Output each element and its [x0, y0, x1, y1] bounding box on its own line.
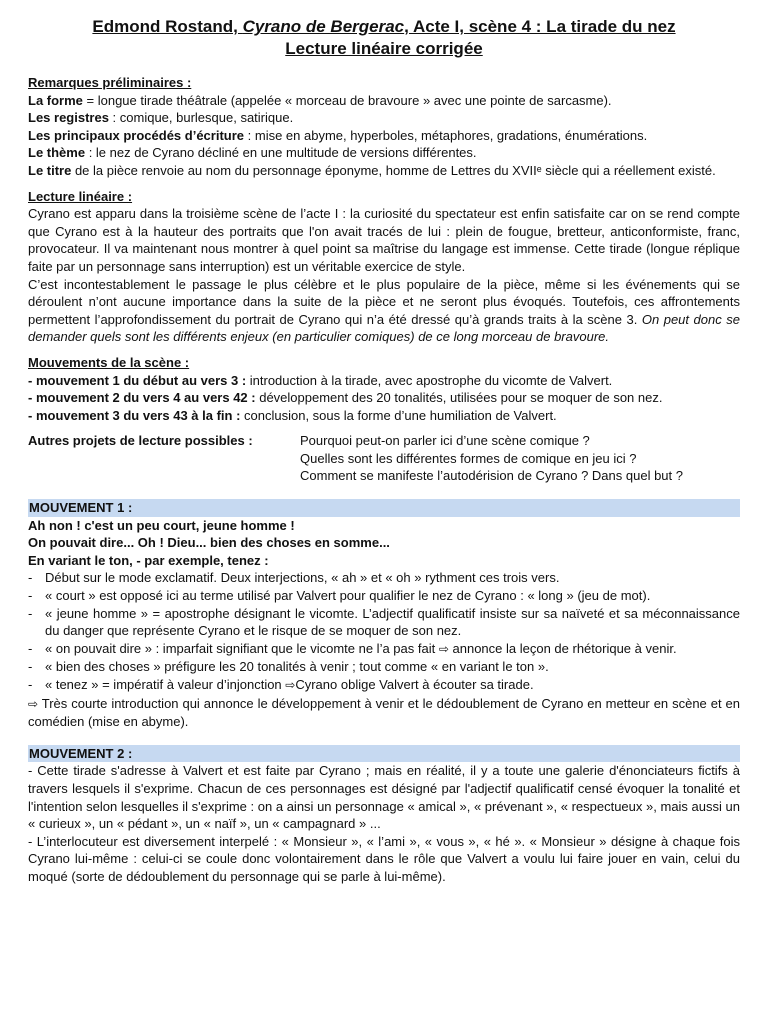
title-author: Edmond Rostand,: [92, 17, 243, 36]
reading-paragraph-1: Cyrano est apparu dans la troisième scène de l’acte I : la curiosité du spectateur est enfin satisfaite car on se rend compte que Cyrano est à la hauteur des portraits que l'on avait tracés de lui : plein de fougue, bretteur, anticonformiste, franc, provocateur. Il va maintenant nous montrer à quel point sa maîtrise du langage est immense. Cette tirade (longue réplique faite par un personnage sans interruption) est un véritable exercice de style.: [28, 206, 740, 274]
title-rest: , Acte I, scène 4 : La tirade du nez: [404, 17, 676, 36]
movement-label: - mouvement 3 du vers 43 à la fin :: [28, 407, 241, 423]
remarks-section: [28, 74, 740, 180]
analysis-text: « tenez » = impératif à valeur d’injonction: [45, 677, 286, 692]
analysis-text: annonce la leçon de rhétorique à venir.: [448, 640, 677, 656]
title-work: Cyrano de Bergerac: [242, 17, 405, 36]
movement-text: introduction à la tirade, avec apostrophe du vicomte de Valvert.: [246, 372, 613, 388]
project-item: Comment se manifeste l’autodérision de Cyrano ? Dans quel but ?: [300, 468, 683, 484]
analysis-item: [28, 676, 740, 695]
document-title: [28, 16, 740, 38]
movement-2-section: [28, 745, 740, 886]
arrow-right-icon: ⇨: [28, 696, 39, 711]
movement-label: - mouvement 2 du vers 4 au vers 42 :: [28, 390, 256, 406]
movement-label: - mouvement 1 du début au vers 3 :: [28, 372, 247, 388]
projects-label: Autres projets de lecture possibles :: [28, 433, 253, 449]
verse-line: En variant le ton, - par exemple, tenez :: [28, 552, 269, 568]
remark-label: Le titre: [28, 162, 72, 178]
reading-section: [28, 188, 740, 346]
movement-2-paragraph-1: - Cette tirade s'adresse à Valvert et est faite par Cyrano ; mais en réalité, il y a toute une galerie d'énonciateurs fictifs à travers lesquels il s'exprime. Chacun de ces personnages est désigné par l'adjectif qualificatif censé évoquer la tonalité et l'intention selon lesquelles il s'exprime : on a ainsi un personnage « amical », « prévenant », « respectueux », mais aussi un « curieux », un « pédant », un « naïf », un « campagnard » ...: [28, 763, 740, 832]
remark-label: Les registres: [28, 110, 109, 126]
arrow-right-icon: ⇨: [438, 641, 449, 656]
analysis-text: « on pouvait dire » : imparfait signifiant que le vicomte ne l’a pas fait: [45, 640, 439, 656]
analysis-item: - « court » est opposé ici au terme utilisé par Valvert pour qualifier le nez de Cyrano : « long » (jeu de mot).: [28, 587, 740, 605]
analysis-text: Cyrano oblige Valvert à écouter sa tirade.: [295, 677, 534, 692]
projects-list: [300, 432, 683, 485]
movement-1-heading: MOUVEMENT 1 :: [28, 499, 740, 517]
remark-text: = longue tirade théâtrale (appelée « morceau de bravoure » avec une pointe de sarcasme).: [82, 92, 612, 108]
reading-paragraph-2: [28, 276, 740, 346]
remarks-heading: Remarques préliminaires :: [28, 75, 192, 90]
projects-section: [28, 432, 740, 485]
analysis-item: - Début sur le mode exclamatif. Deux interjections, « ah » et « oh » rythment ces trois vers.: [28, 569, 740, 587]
project-item: Pourquoi peut-on parler ici d’une scène comique ?: [300, 433, 590, 449]
movements-heading: Mouvements de la scène :: [28, 354, 190, 370]
movements-section: [28, 354, 740, 424]
remark-item: [28, 162, 740, 180]
remark-item: [28, 92, 740, 110]
reading-problematic: On peut donc se demander quels sont les différents enjeux (en particulier comiques) de ce long morceau de bravoure.: [28, 311, 740, 345]
movement-1-section: [28, 499, 740, 731]
movement-2-heading: MOUVEMENT 2 :: [28, 745, 740, 763]
verse-line: On pouvait dire... Oh ! Dieu... bien des choses en somme...: [28, 535, 390, 551]
project-item: Quelles sont les différentes formes de comique en jeu ici ?: [300, 450, 637, 466]
conclusion-text: Très courte introduction qui annonce le développement à venir et le dédoublement de Cyrano en metteur en scène et en comédien (mise en abyme).: [28, 695, 740, 730]
analysis-item: - « jeune homme » = apostrophe désignant le vicomte. L’adjectif qualificatif insiste sur sa naïveté et sa méconnaissance du danger que représente Cyrano et le risque de se moquer de son nez.: [28, 605, 740, 640]
remark-text: de la pièce renvoie au nom du personnage éponyme, homme de Lettres du XVIIᵉ siècle qui a réellement existé.: [71, 162, 716, 178]
remark-item: [28, 127, 740, 145]
remark-text: : comique, burlesque, satirique.: [108, 110, 294, 126]
reading-paragraph-2-text: C’est incontestablement le passage le plus célèbre et le plus populaire de la pièce, même si les événements qui se déroulent n’ont aucune importance dans la suite de la pièce et ne seront plus évoqués. Toutefois, ces affrontements permettent l’approfondissement du portrait de Cyrano qui n’a été dressé qu’à grands traits à la scène 3.: [28, 276, 740, 327]
movement-2-paragraph-2: - L’interlocuteur est diversement interpelé : « Monsieur », « l’ami », « vous », « hé ». « Monsieur » désigne à chaque fois Cyrano lui-même : celui-ci se coule donc volontairement dans le rôle que Valvert a voulu lui faire jouer en vain, celui du moqué (sorte de dédoublement du personnage qui se parle à lui-même).: [28, 833, 740, 884]
remark-text: : le nez de Cyrano décliné en une multitude de versions différentes.: [85, 145, 477, 161]
document-subtitle: Lecture linéaire corrigée: [285, 39, 483, 58]
verse-line: Ah non ! c'est un peu court, jeune homme !: [28, 517, 295, 533]
remark-item: [28, 144, 740, 162]
movement-1-conclusion: [28, 695, 740, 731]
movement-text: développement des 20 tonalités, utilisées pour se moquer de son nez.: [255, 390, 663, 406]
arrow-right-icon: ⇨: [285, 678, 296, 692]
analysis-item: - « bien des choses » préfigure les 20 tonalités à venir ; tout comme « en variant le ton ».: [28, 658, 740, 676]
analysis-item: [28, 640, 740, 659]
movement-item: [28, 372, 740, 390]
remark-label: Le thème: [28, 145, 86, 161]
remark-item: [28, 109, 740, 127]
remark-label: Les principaux procédés d’écriture: [28, 127, 245, 143]
remark-label: La forme: [28, 92, 83, 108]
movement-1-analysis-list: [28, 569, 740, 694]
movement-item: [28, 407, 740, 425]
reading-heading: Lecture linéaire :: [28, 188, 133, 204]
movement-text: conclusion, sous la forme d’une humiliation de Valvert.: [240, 407, 557, 423]
movement-item: [28, 389, 740, 407]
remark-text: : mise en abyme, hyperboles, métaphores, gradations, énumérations.: [244, 127, 648, 143]
